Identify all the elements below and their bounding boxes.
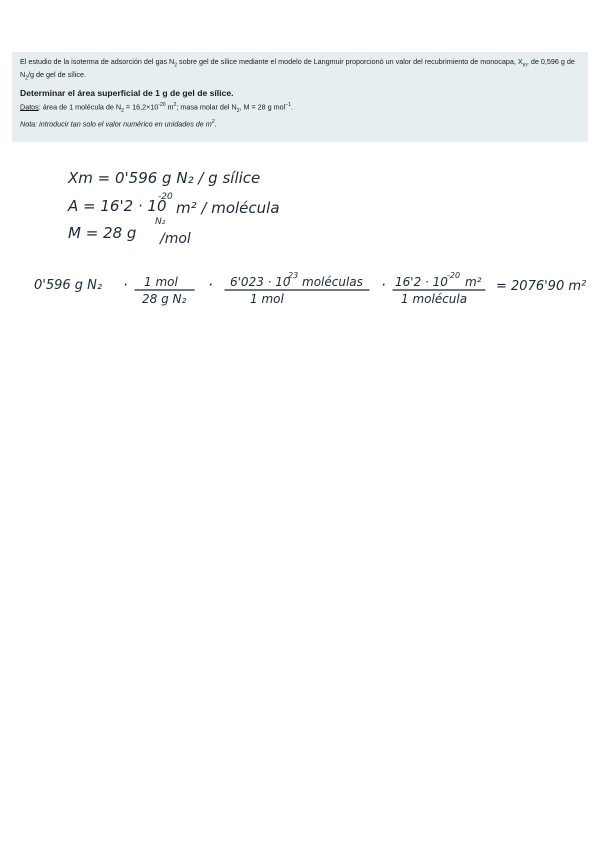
hw-dot-2: · bbox=[208, 276, 213, 294]
hw-f1-den: 28 g N₂ bbox=[142, 292, 187, 306]
hw-a-exp: -20 bbox=[158, 192, 173, 202]
hw-m-den: /mol bbox=[160, 231, 191, 247]
problem-data: Datos: área de 1 molécula de $N_2 = 16,2\times 10^{-20}$ $m^2$; masa molar del $N_2$, M = 28 g mol$^{-1}$. bbox=[20, 101, 293, 114]
problem-intro: El estudio de la isoterma de adsorción del gas $N_2$ sobre gel de sílice mediante el modelo de Langmuir proporcionó un valor del recubrimiento de monocapa, $X_m$, de 0,596 g de $N_2/g$ de gel de sílice. bbox=[20, 57, 575, 82]
hw-f2-unit: moléculas bbox=[302, 275, 363, 289]
hw-a-line: A = 16'2 · 10 bbox=[68, 197, 167, 215]
hw-result: = 2076'90 m² bbox=[496, 279, 587, 294]
hw-f2-num: 6'023 · 10 bbox=[230, 275, 291, 289]
hw-dot-3: · bbox=[381, 276, 386, 294]
hw-f1-num: 1 mol bbox=[144, 275, 178, 289]
hw-f2-den: 1 mol bbox=[250, 292, 284, 306]
hw-m-line: M = 28 g bbox=[68, 224, 137, 242]
problem-note: Nota: introducir tan solo el valor numérico en unidades de $m^2$. bbox=[20, 119, 217, 129]
hw-xm-line: Xm = 0'596 g N₂ / g sílice bbox=[68, 169, 261, 187]
problem-task: Determinar el área superficial de 1 g de gel de sílice. bbox=[20, 87, 234, 98]
hw-a-unit: m² / molécula bbox=[176, 199, 280, 217]
hw-m-sup: N₂ bbox=[155, 217, 166, 227]
hw-f3-exp: -20 bbox=[447, 271, 461, 280]
hw-f3-num: 16'2 · 10 bbox=[395, 275, 448, 289]
hw-f3-unit: m² bbox=[465, 275, 482, 289]
hw-f3-den: 1 molécula bbox=[401, 292, 468, 306]
hw-calc-start: 0'596 g N₂ bbox=[34, 278, 103, 293]
hw-dot-1: · bbox=[123, 276, 128, 294]
hw-f2-exp: 23 bbox=[288, 271, 299, 280]
